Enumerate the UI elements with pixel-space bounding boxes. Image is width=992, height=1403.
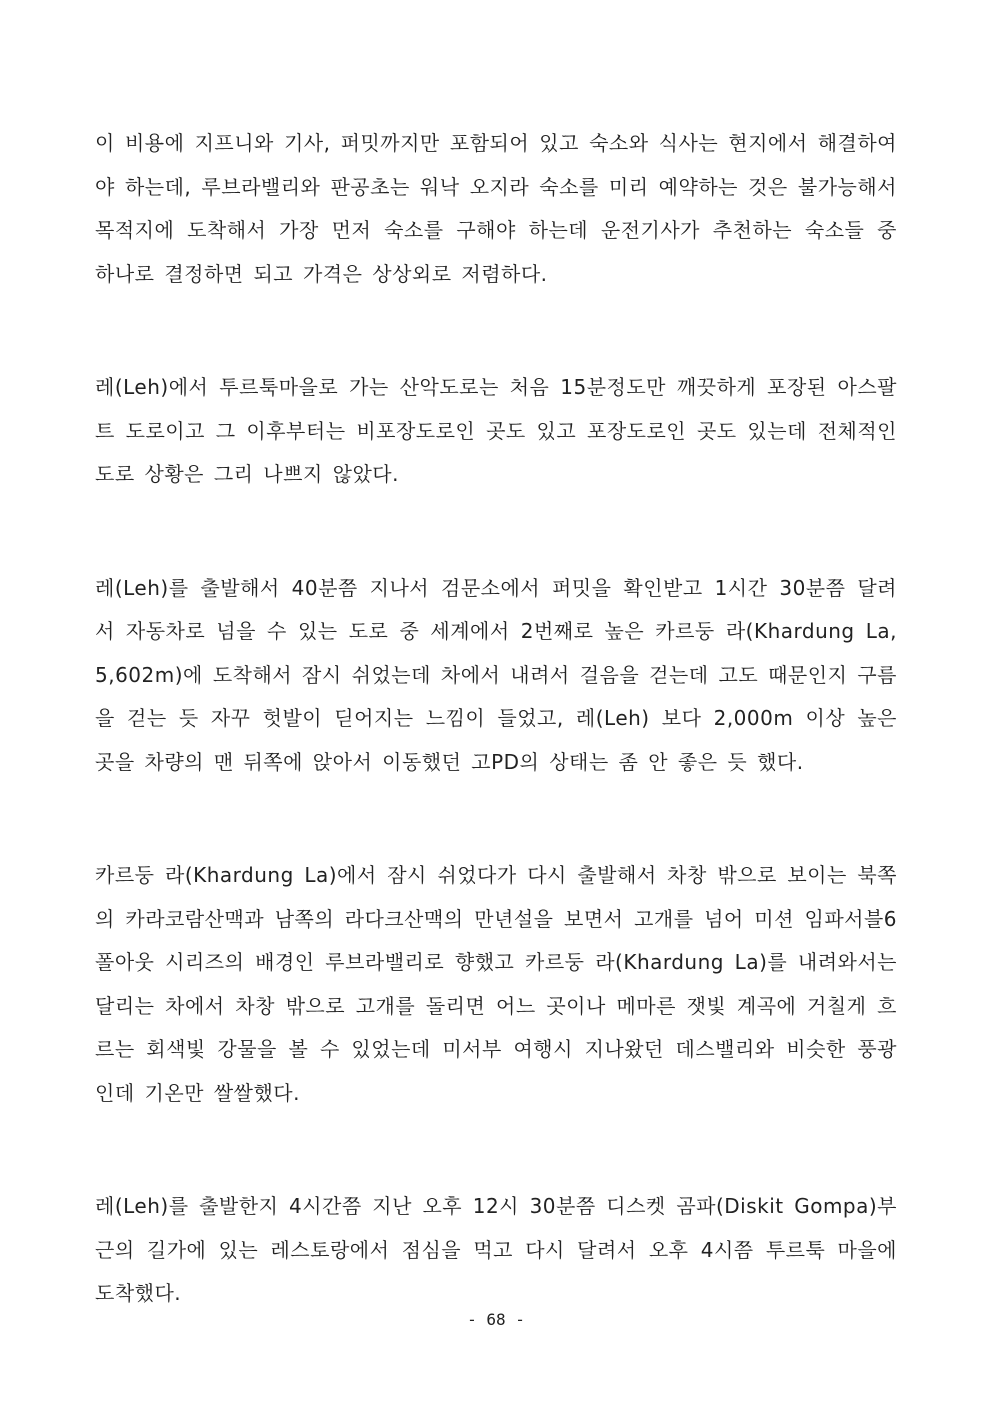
paragraph-road-conditions: 레(Leh)에서 투르툭마을로 가는 산악도로는 처음 15분정도만 깨끗하게 포장된 아스팔트 도로이고 그 이후부터는 비포장도로인 곳도 있고 포장도로인 곳도 있는데 전체적인 도로 상황은 그리 나쁘지 않았다. bbox=[95, 375, 897, 486]
paragraph-khardung-la: 레(Leh)를 출발해서 40분쯤 지나서 검문소에서 퍼밋을 확인받고 1시간 30분쯤 달려서 자동차로 넘을 수 있는 도로 중 세계에서 2번째로 높은 카르둥 라(Khardung La, 5,602m)에 도착해서 잠시 쉬었는데 차에서 내려서 걸음을 걷는데 고도 때문인지 구름을 걷는 듯 자꾸 헛발이 딛어지는 느낌이 들었고, 레(Leh) 보다 2,000m 이상 높은 곳을 차량의 맨 뒤쪽에 앉아서 이동했던 고PD의 상태는 좀 안 좋은 듯 했다. bbox=[95, 575, 897, 774]
paragraph-nubra-valley: 카르둥 라(Khardung La)에서 잠시 쉬었다가 다시 출발해서 차창 밖으로 보이는 북쪽의 카라코람산맥과 남쪽의 라다크산맥의 만년설을 보면서 고개를 넘어 미션 임파서블6 폴아웃 시리즈의 배경인 루브라밸리로 향했고 카르둥 라(Khardung La)를 내려와서는 달리는 차에서 차창 밖으로 고개를 돌리면 어느 곳이나 메마른 잿빛 계곡에 거칠게 흐르는 회색빛 강물을 볼 수 있었는데 미서부 여행시 지나왔던 데스밸리와 비슷한 풍광인데 기온만 쌀쌀했다. bbox=[95, 863, 897, 1105]
page-number: - 68 - bbox=[467, 1310, 525, 1329]
paragraph-arrival-turtuk: 레(Leh)를 출발한지 4시간쯤 지난 오후 12시 30분쯤 디스켓 곰파(Diskit Gompa)부근의 길가에 있는 레스토랑에서 점심을 먹고 다시 달려서 오후 4시쯤 투르툭 마을에 도착했다. bbox=[95, 1194, 897, 1305]
document-body bbox=[95, 122, 897, 1316]
paragraph-cost-and-lodging: 이 비용에 지프니와 기사, 퍼밋까지만 포함되어 있고 숙소와 식사는 현지에서 해결하여야 하는데, 루브라밸리와 판공초는 워낙 오지라 숙소를 미리 예약하는 것은 불가능해서 목적지에 도착해서 가장 먼저 숙소를 구해야 하는데 운전기사가 추천하는 숙소들 중 하나로 결정하면 되고 가격은 상상외로 저렴하다. bbox=[95, 131, 897, 286]
